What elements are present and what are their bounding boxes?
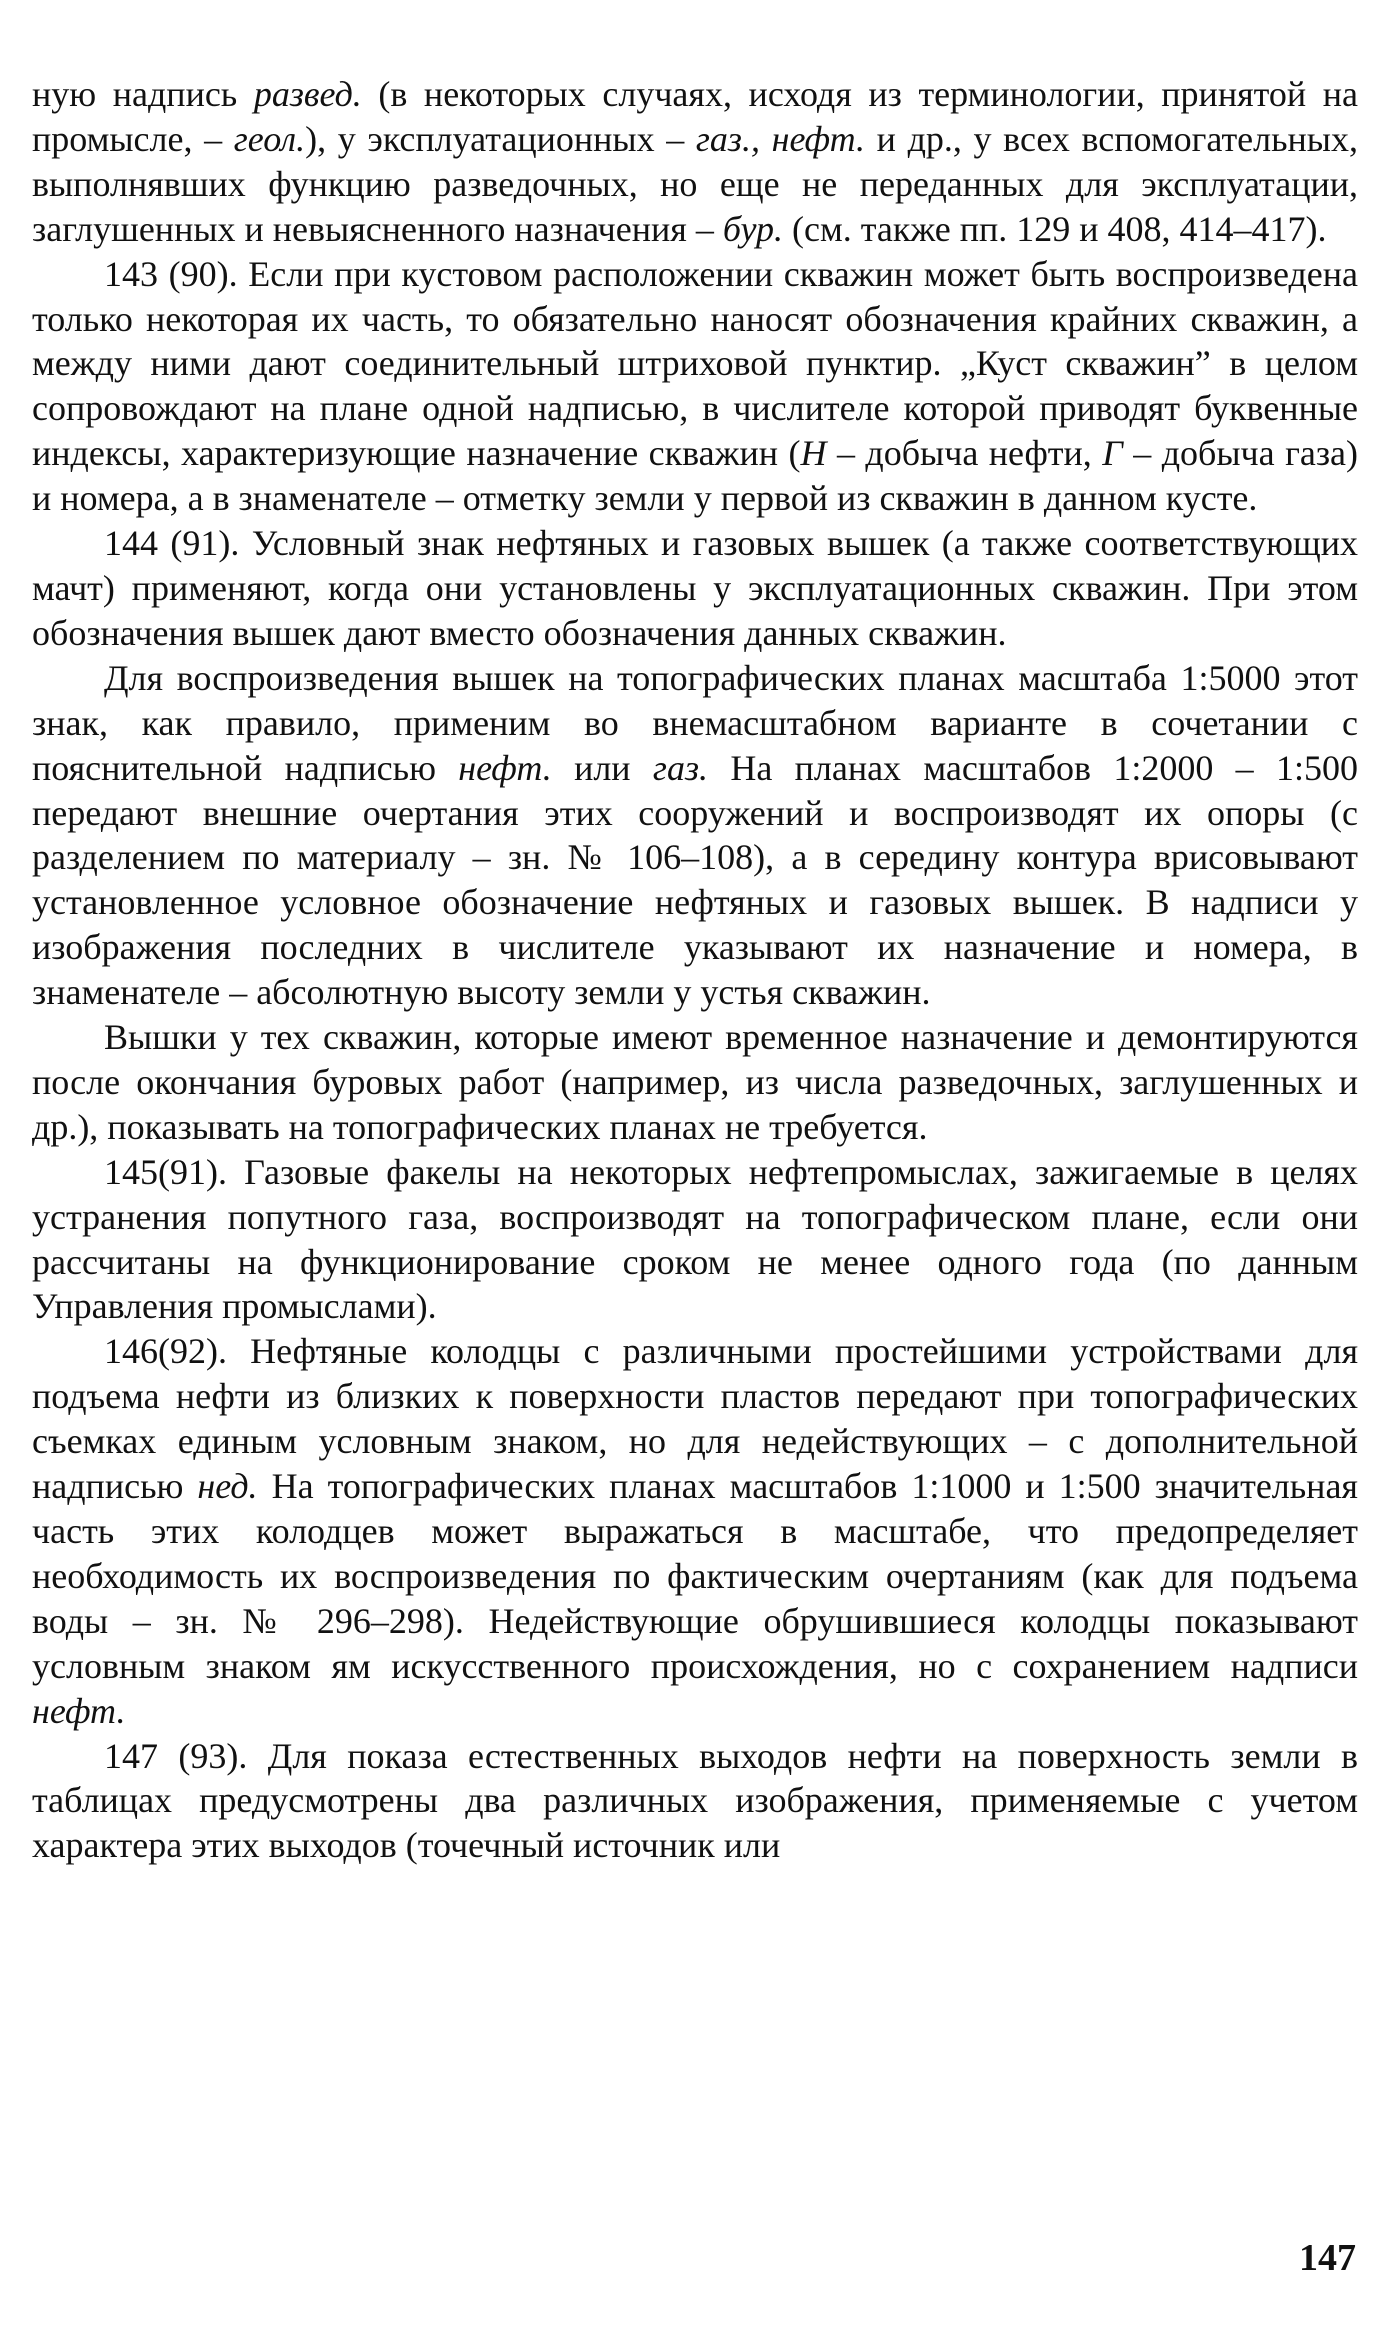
text-run: Для воспроизведения вышек на топографических планах масштаба 1:5000 этот знак, как правило, применим во внемасштабном варианте в сочетании с пояснительной надписью — [32, 657, 1358, 788]
italic-term: Г — [1102, 433, 1123, 474]
paragraph — [32, 656, 1358, 1015]
text-run: Вышки у тех скважин, которые имеют временное назначение и демонтируются после окончания буровых работ (например, из числа разведочных, заглушенных и др.), показывать на топографических планах не требуется. — [32, 1017, 1358, 1147]
italic-term: Н — [800, 433, 827, 474]
text-run: 144 (91). Условный знак нефтяных и газовых вышек (а также соответствующих мачт) применяют, когда они установлены у эксплуатационных скважин. При этом обозначения вышек дают вместо обозначения данных скважин. — [32, 523, 1358, 653]
text-run: (в некоторых случаях, исходя из терминологии, принятой на промысле, – — [32, 74, 1358, 159]
text-run: – добыча нефти, — [826, 433, 1103, 474]
paragraph — [32, 72, 1358, 252]
text-run: На топографических планах масштабов 1:1000 и 1:500 значительная часть этих колодцев может выражаться в масштабе, что предопределяет необходимость их воспроизведения по фактическим очертаниям (как для подъема воды – зн. № 296–298). Недействующие обрушившиеся колодцы показывают условным знаком ям искусственного происхождения, но с сохранением надписи — [32, 1466, 1358, 1686]
text-run: или — [551, 747, 653, 788]
italic-term: бур. — [722, 208, 783, 249]
italic-term: нед. — [197, 1466, 258, 1507]
paragraph — [32, 1015, 1358, 1150]
page-number: 147 — [1299, 2237, 1356, 2279]
italic-term: нефт. — [32, 1690, 126, 1731]
text-run: 145(91). Газовые факелы на некоторых нефтепромыслах, зажигаемые в целях устранения попутного газа, воспроизводят на топографическом плане, если они рассчитаны на функционирование сроком не менее одного года (по данным Управления промыслами). — [32, 1151, 1358, 1327]
paragraph — [32, 252, 1358, 521]
text-run: – добыча газа) и номера, а в знаменателе – отметку земли у первой из скважин в данном кусте. — [32, 433, 1359, 519]
paragraph — [32, 521, 1358, 656]
paragraph — [32, 1150, 1358, 1330]
text-run: ), у эксплуатационных – — [305, 118, 696, 159]
text-run: и др., у всех вспомогательных, выполнявших функцию разведочных, но еще не переданных для эксплуатации, заглушенных и невыясненного назначения – — [32, 118, 1358, 249]
italic-term: газ. — [652, 747, 708, 788]
text-run: (см. также пп. 129 и 408, 414–417). — [782, 208, 1327, 249]
page-body — [32, 72, 1358, 1868]
text-run: 146(92). Нефтяные колодцы с различными простейшими устройствами для подъема нефти из близких к поверхности пластов передают при топографических съемках единым условным знаком, но для недействующих – с дополнительной надписью — [32, 1331, 1358, 1507]
paragraph — [32, 1329, 1358, 1733]
paragraph — [32, 1734, 1358, 1869]
italic-term: развед. — [253, 74, 362, 114]
italic-term: газ., нефт. — [695, 118, 866, 159]
text-run: 147 (93). Для показа естественных выходов нефти на поверхность земли в таблицах предусмотрены два различных изображения, применяемые с учетом характера этих выходов (точечный источник или — [32, 1735, 1358, 1866]
text-run: ную надпись — [32, 74, 254, 114]
text-run: 143 (90). Если при кустовом расположении скважин может быть воспроизведена только некоторая их часть, то обязательно наносят обозначения крайних скважин, а между ними дают соединительный штриховой пунктир. „Куст скважин” в целом сопровождают на плане одной надписью, в числителе которой приводят буквенные индексы, характеризующие назначение скважин ( — [32, 253, 1358, 474]
italic-term: геол. — [233, 118, 306, 159]
italic-term: нефт. — [458, 747, 552, 788]
text-run: На планах масштабов 1:2000 – 1:500 передают внешние очертания этих сооружений и воспроизводят их опоры (с разделением по материалу – зн. № 106–108), а в середину контура врисовывают установленное условное обозначение нефтяных и газовых вышек. В надписи у изображения последних в числителе указывают их назначение и номера, в знаменателе – абсолютную высоту земли у устья скважин. — [32, 747, 1359, 1013]
